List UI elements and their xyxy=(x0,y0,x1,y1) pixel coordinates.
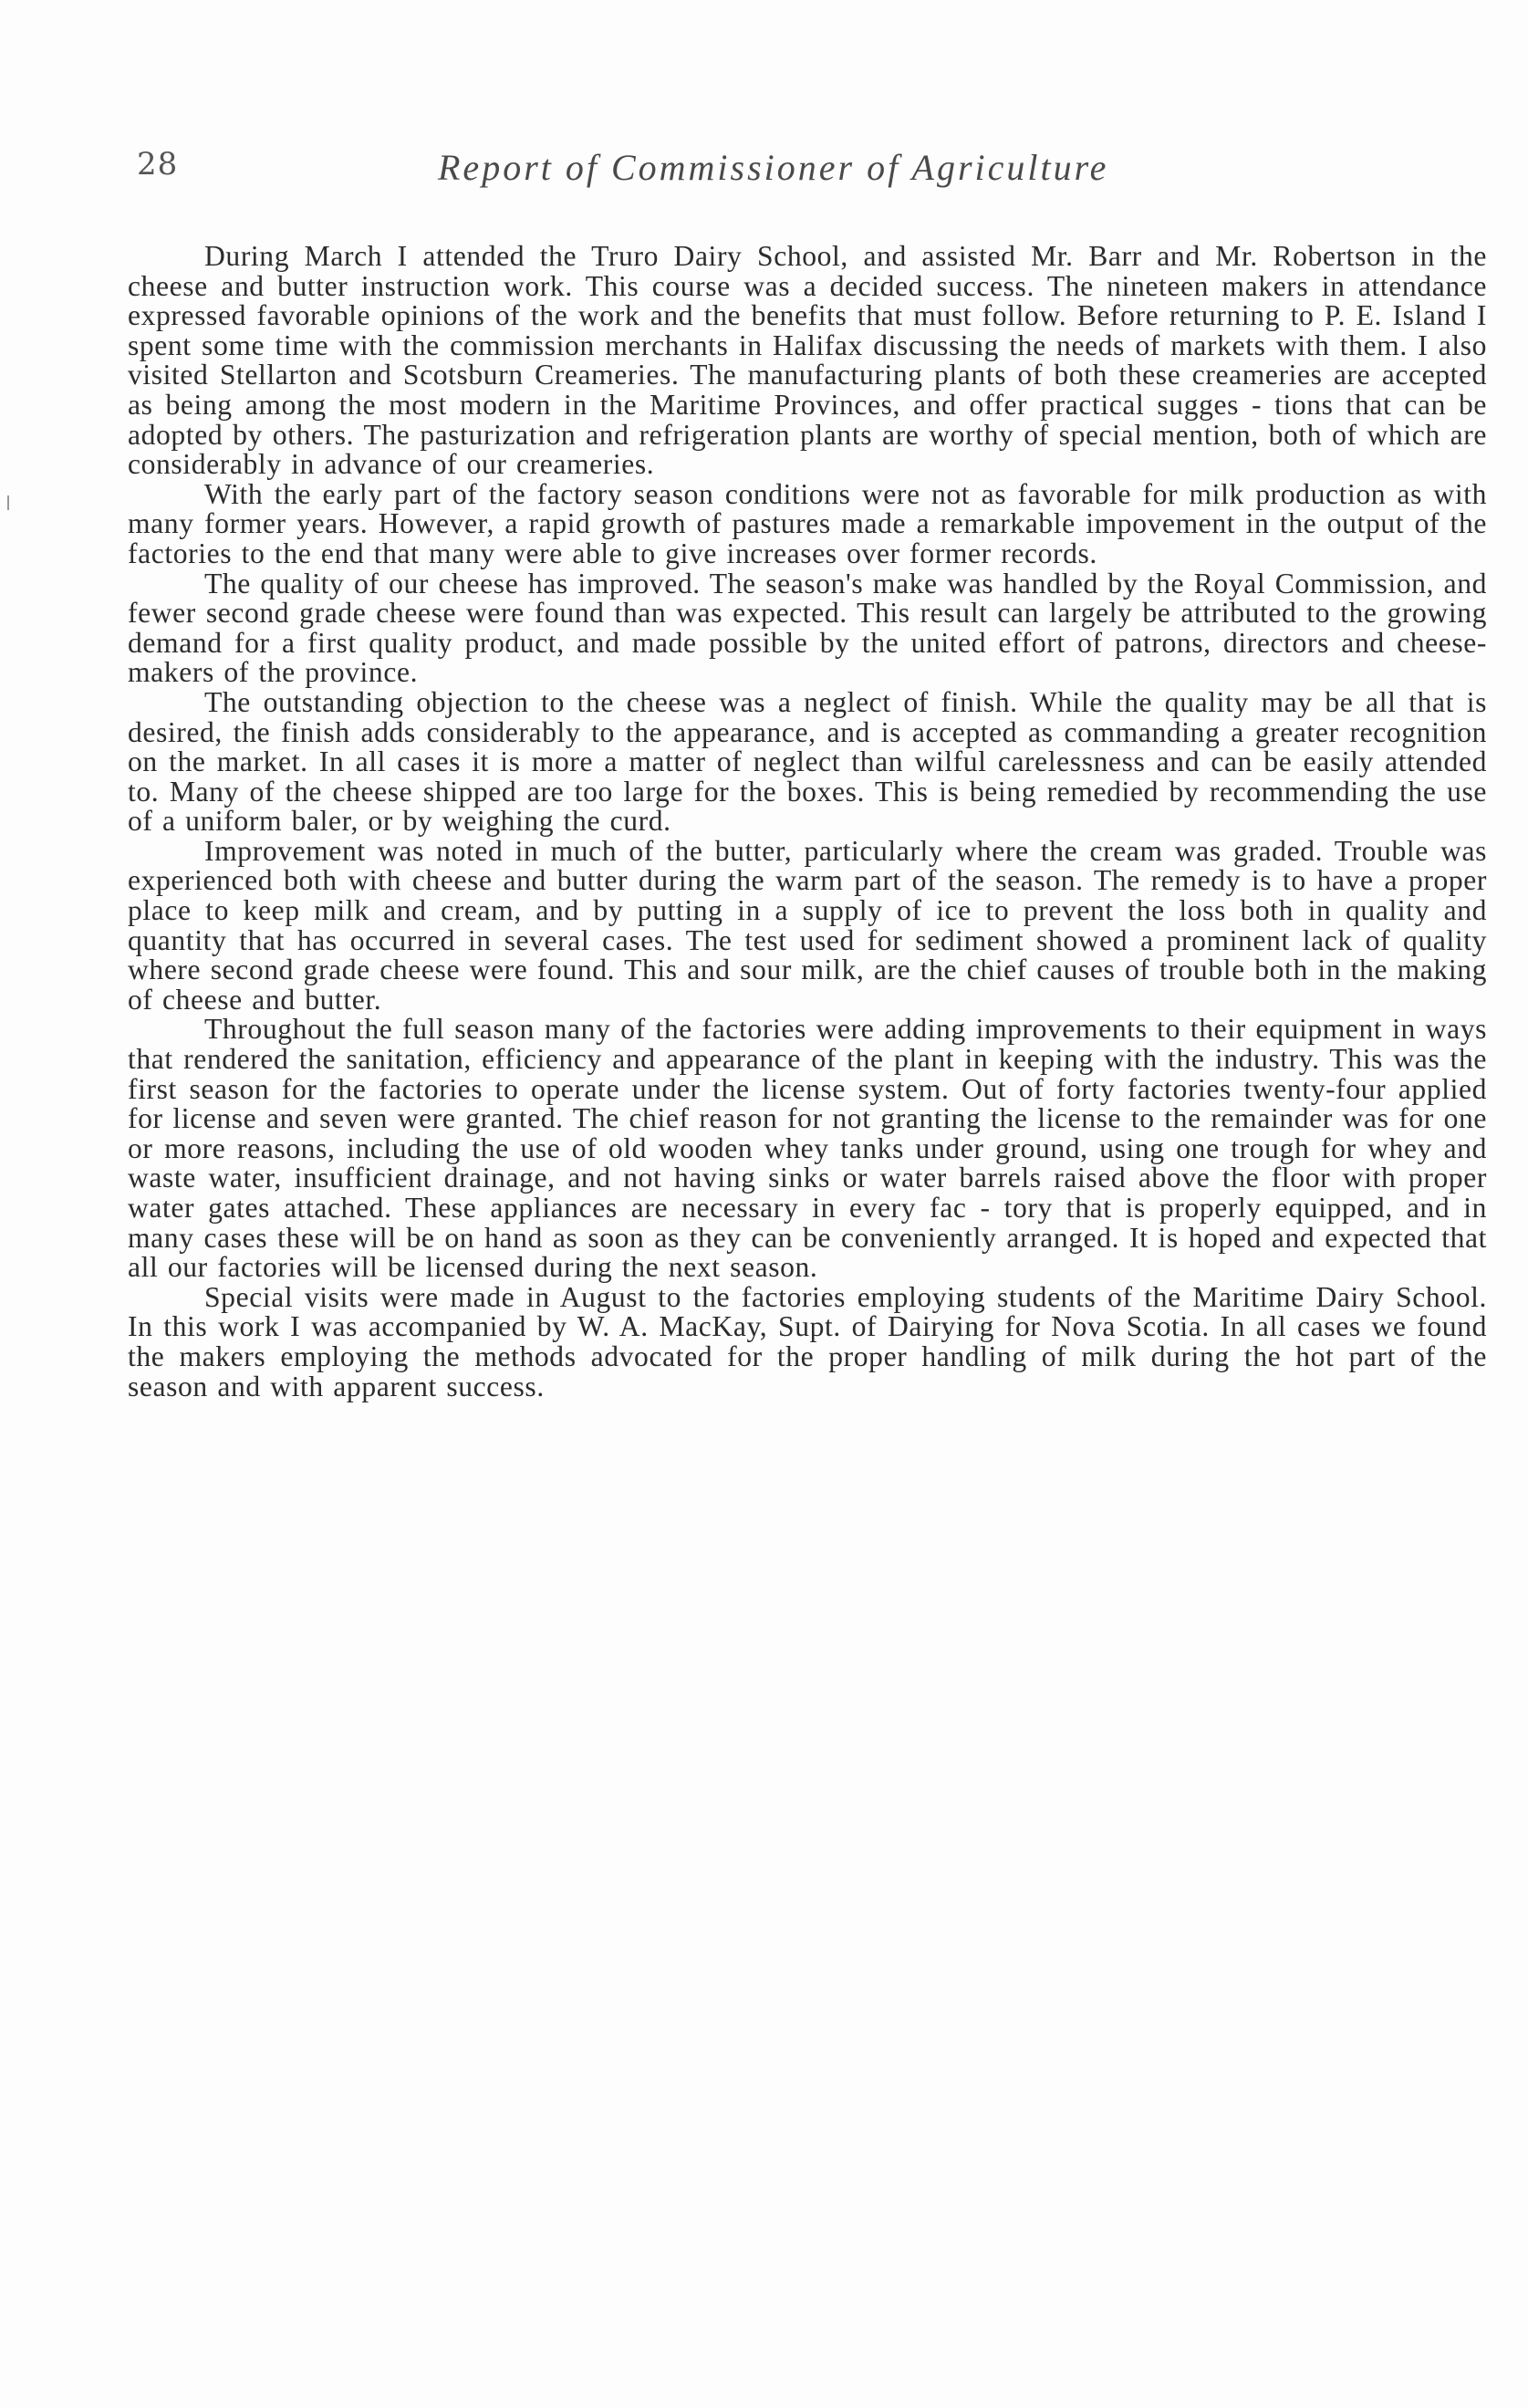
paragraph-4: The outstanding objection to the cheese was a neglect of finish. While the quality may be all that is desired, the finish adds considerably to the appearance, and is accepted as commanding a greater recognition on the market. In all cases it is more a matter of neglect than wilful carelessness and can be easily attended to. Many of the cheese shipped are too large for the boxes. This is being remedied by recommending the use of a uniform baler, or by weighing the curd. xyxy=(128,685,1487,838)
paragraph-7: Special visits were made in August to the factories employing students of the Maritime Dairy School. In this work I was accompanied by W. A. MacKay, Supt. of Dairying for Nova Scotia. In all cases we found the makers employing the methods advocated for the proper handling of milk during the hot part of the season and with apparent success. xyxy=(128,1280,1487,1402)
page-number: 28 xyxy=(137,146,179,182)
running-header xyxy=(137,146,1487,201)
body-text xyxy=(128,242,1487,1402)
paragraph-3: The quality of our cheese has improved. The season's make was handled by the Royal Commission, and fewer second grade cheese were found than was expected. This result can largely be attributed to the growing demand for a first quality product, and made possible by the united effort of patrons, directors and cheese-makers of the province. xyxy=(128,567,1487,689)
margin-mark xyxy=(7,495,9,510)
paragraph-2: With the early part of the factory season conditions were not as favorable for milk production as with many former years. However, a rapid growth of pastures made a remarkable impovement in the output of the factories to the end that many were able to give increases over former records. xyxy=(128,477,1487,569)
paragraph-6: Throughout the full season many of the factories were adding improvements to their equipment in ways that rendered the sanitation, efficiency and appearance of the plant in keeping with the industry. This was the first season for the factories to operate under the license system. Out of forty factories twenty-four applied for license and seven were granted. The chief reason for not granting the license to the remainder was for one or more reasons, including the use of old wooden whey tanks under ground, using one trough for whey and waste water, insufficient drainage, and not having sinks or water barrels raised above the floor with proper water gates attached. These appliances are necessary in every fac - tory that is properly equipped, and in many cases these will be on hand as soon as they can be conveniently arranged. It is hoped and expected that all our factories will be licensed during the next season. xyxy=(128,1013,1487,1284)
paragraph-1: During March I attended the Truro Dairy School, and assisted Mr. Barr and Mr. Robertson in the cheese and butter instruction work. This course was a decided success. The nineteen makers in attendance expressed favorable opinions of the work and the benefits that must follow. Before returning to P. E. Island I spent some time with the commission merchants in Halifax discussing the needs of markets with them. I also visited Stellarton and Scotsburn Creameries. The manufacturing plants of both these creameries are accepted as being among the most modern in the Maritime Provinces, and offer practical sugges - tions that can be adopted by others. The pasturization and refrigeration plants are worthy of special mention, both of which are considerably in advance of our creameries. xyxy=(128,240,1487,481)
running-title: Report of Commissioner of Agriculture xyxy=(438,147,1109,188)
paragraph-5: Improvement was noted in much of the butter, particularly where the cream was graded. Trouble was experienced both with cheese and butter during the warm part of the season. The remedy is to have a proper place to keep milk and cream, and by putting in a supply of ice to prevent the loss both in quality and quantity that has occurred in several cases. The test used for sediment showed a prominent lack of quality where second grade cheese were found. This and sour milk, are the chief causes of trouble both in the making of cheese and butter. xyxy=(128,834,1487,1016)
